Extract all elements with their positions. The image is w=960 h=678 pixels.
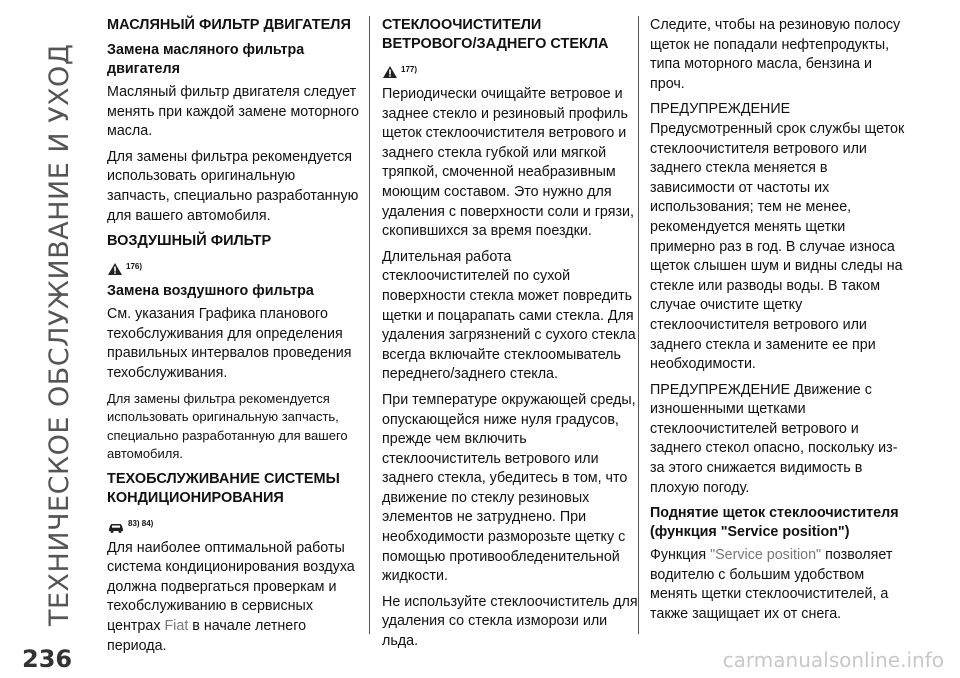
- section-heading-oil-filter: МАСЛЯНЫЙ ФИЛЬТР ДВИГАТЕЛЯ: [107, 17, 351, 33]
- column-divider: [369, 16, 370, 634]
- subheading-oil-filter-replacement: Замена масляного фильтра двигателя: [107, 42, 305, 77]
- warning-triangle-icon: [107, 262, 123, 276]
- function-name: "Service position": [710, 547, 822, 564]
- page-number: 236: [22, 645, 73, 673]
- text-run: Для наиболее оптимальной работы система кондиционирования воздуха должна подвергаться проверкам и техобслуживанию в сервисных центрах: [107, 539, 355, 634]
- paragraph: [650, 546, 910, 624]
- warning-reference: [107, 257, 359, 276]
- paragraph: Следите, чтобы на резиновую полосу щеток не попадали нефтепродукты, типа моторного масла, бензина и проч.: [650, 17, 901, 92]
- paragraph: Не используйте стеклоочиститель для удаления со стекла изморози или льда.: [382, 593, 638, 650]
- watermark: carmanualsonline.info: [722, 648, 944, 672]
- paragraph: Масляный фильтр двигателя следует менять при каждой замене моторного масла.: [107, 84, 359, 140]
- warning-paragraph: ПРЕДУПРЕЖДЕНИЕ Предусмотренный срок службы щеток стеклоочистителя ветрового или заднего стекла меняется в зависимости от частоты их использования; тем не менее, рекомендуется менять щетки примерно раз в год. В случае износа щеток слышен шум и видны следы на стекле или разводы воды. В таком случае очистите щетку стеклоочистителя ветрового или заднего стекла и замените ее при необходимости.: [650, 101, 905, 373]
- column-1: [107, 16, 359, 662]
- paragraph: При температуре окружающей среды, опускающейся ниже нуля градусов, прежде чем включить стеклоочиститель ветрового или заднего стекла, убедитесь в том, что движение по стеклу резиновых элементов не затруднено. При необходимости разморозьте щетку с помощью противообледенительной жидкости.: [382, 391, 636, 585]
- column-3: [650, 16, 910, 631]
- text-run: Функция: [650, 547, 711, 564]
- warning-triangle-icon: [382, 65, 398, 79]
- section-heading-ac-maintenance: ТЕХОБСЛУЖИВАНИЕ СИСТЕМЫ КОНДИЦИОНИРОВАНИЯ: [107, 470, 340, 506]
- paragraph: См. указания Графика планового техобслуживания для определения правильных интервалов проведения техобслуживания.: [107, 306, 352, 381]
- section-heading-air-filter: ВОЗДУШНЫЙ ФИЛЬТР: [107, 233, 272, 250]
- warning-reference: [107, 514, 359, 533]
- paragraph: Для замены фильтра рекомендуется использовать оригинальную запчасть, специально разработанную для вашего автомобиля.: [107, 148, 359, 224]
- caution-car-icon: [107, 519, 125, 533]
- column-2: [382, 16, 638, 658]
- warning-ref-number: 176): [126, 262, 143, 272]
- warning-reference: [382, 60, 638, 79]
- column-divider: [638, 16, 639, 634]
- warning-ref-number: 177): [401, 65, 418, 74]
- subheading-service-position: Поднятие щеток стеклоочистителя (функция "Service position"): [650, 505, 899, 541]
- brand-name: Fiat: [164, 617, 189, 634]
- chapter-side-title: ТЕХНИЧЕСКОЕ ОБСЛУЖИВАНИЕ И УХОД: [44, 43, 75, 626]
- section-heading-wipers: СТЕКЛООЧИСТИТЕЛИ ВЕТРОВОГО/ЗАДНЕГО СТЕКЛА: [382, 17, 609, 52]
- subheading-air-filter-replacement: Замена воздушного фильтра: [107, 283, 314, 300]
- paragraph: Периодически очищайте ветровое и заднее стекло и резиновый профиль щеток стеклоочистителя ветрового и заднего стекла губкой или мягкой тряпкой, смоченной неабразивным моющим составом. Это нужно для удаления с поверхности соли и грязи, скопившихся за время поездки.: [382, 86, 634, 240]
- paragraph: Для замены фильтра рекомендуется использовать оригинальную запчасть, специально разработанную для вашего автомобиля.: [107, 390, 348, 462]
- warning-paragraph: ПРЕДУПРЕЖДЕНИЕ Движение с изношенными щетками стеклоочистителей ветрового и заднего стекол опасно, поскольку из-за этого снижается видимость в плохую погоду.: [650, 381, 898, 496]
- warning-ref-number: 83) 84): [128, 518, 154, 528]
- paragraph: [107, 539, 359, 657]
- text-run: позволяет водителю с большим удобством менять щетки стеклоочистителей, а также защищает их от снега.: [650, 547, 893, 623]
- text-run: в начале летнего периода.: [107, 617, 307, 654]
- paragraph: Длительная работа стеклоочистителей по сухой поверхности стекла может повредить щетки и поцарапать сами стекла. Для удаления загрязнений с сухого стекла всегда включайте стеклоомыватель переднего/заднего стекла.: [382, 248, 636, 383]
